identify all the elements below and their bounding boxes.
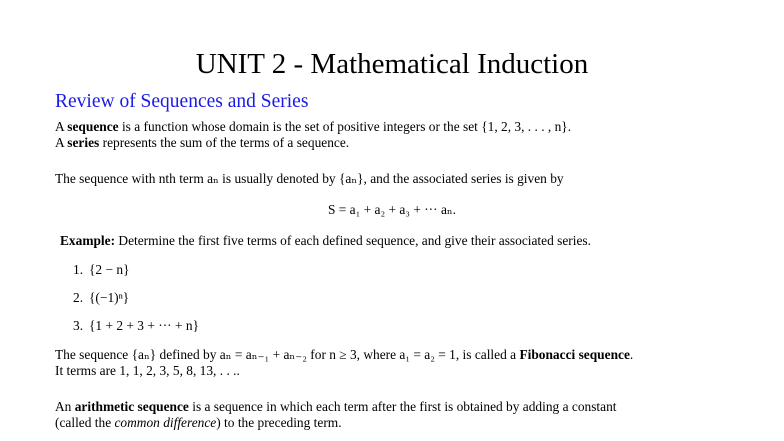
term-fibonacci: Fibonacci sequence xyxy=(519,347,630,362)
example-item-number: 2. xyxy=(73,290,84,305)
arithmetic-pre: An xyxy=(55,399,75,414)
denoted-sentence: The sequence with nth term aₙ is usually denoted by {aₙ}, and the associated series is given by xyxy=(55,171,564,186)
arithmetic-text: is a sequence in which each term after the first is obtained by adding a constant xyxy=(188,399,617,414)
series-formula: S = a₁ + a₂ + a₃ + ··· aₙ. xyxy=(327,202,457,217)
term-common-difference: common difference xyxy=(114,415,217,430)
example-item xyxy=(73,317,199,335)
arithmetic-line2-post: ) to the preceding term. xyxy=(216,415,342,430)
example-label: Example: xyxy=(60,233,116,248)
example-item xyxy=(73,289,129,307)
arithmetic-line2-pre: (called the xyxy=(55,415,115,430)
example-item-expression: {(−1)ⁿ} xyxy=(89,290,130,305)
example-item-expression: {2 − n} xyxy=(89,262,130,277)
fibonacci-terms: It terms are 1, 1, 2, 3, 5, 8, 13, . . .. xyxy=(55,363,240,378)
example-text: Determine the first five terms of each defined sequence, and give their associated series. xyxy=(115,233,591,248)
term-sequence: sequence xyxy=(67,119,119,134)
example-item-number: 3. xyxy=(73,318,84,333)
definition-series-text: represents the sum of the terms of a sequence. xyxy=(99,135,350,150)
section-heading: Review of Sequences and Series xyxy=(55,91,309,112)
term-series: series xyxy=(67,135,100,150)
definition-sequence-pre: A xyxy=(55,119,68,134)
definition-series xyxy=(55,134,349,152)
fibonacci-period: . xyxy=(629,347,634,362)
slide-title: UNIT 2 - Mathematical Induction xyxy=(195,48,589,80)
term-arithmetic-sequence: arithmetic sequence xyxy=(74,399,189,414)
arithmetic-definition-continued xyxy=(55,414,342,432)
definition-series-pre: A xyxy=(55,135,68,150)
example-statement xyxy=(60,232,591,250)
fibonacci-text: The sequence {aₙ} defined by aₙ = aₙ₋₁ + aₙ₋₂ for n ≥ 3, where a₁ = a₂ = 1, is called a xyxy=(55,347,520,362)
definition-sequence-text: is a function whose domain is the set of positive integers or the set {1, 2, 3, . . . , n}. xyxy=(118,119,572,134)
example-item-expression: {1 + 2 + 3 + ··· + n} xyxy=(89,318,200,333)
example-item xyxy=(73,261,130,279)
example-item-number: 1. xyxy=(73,262,84,277)
